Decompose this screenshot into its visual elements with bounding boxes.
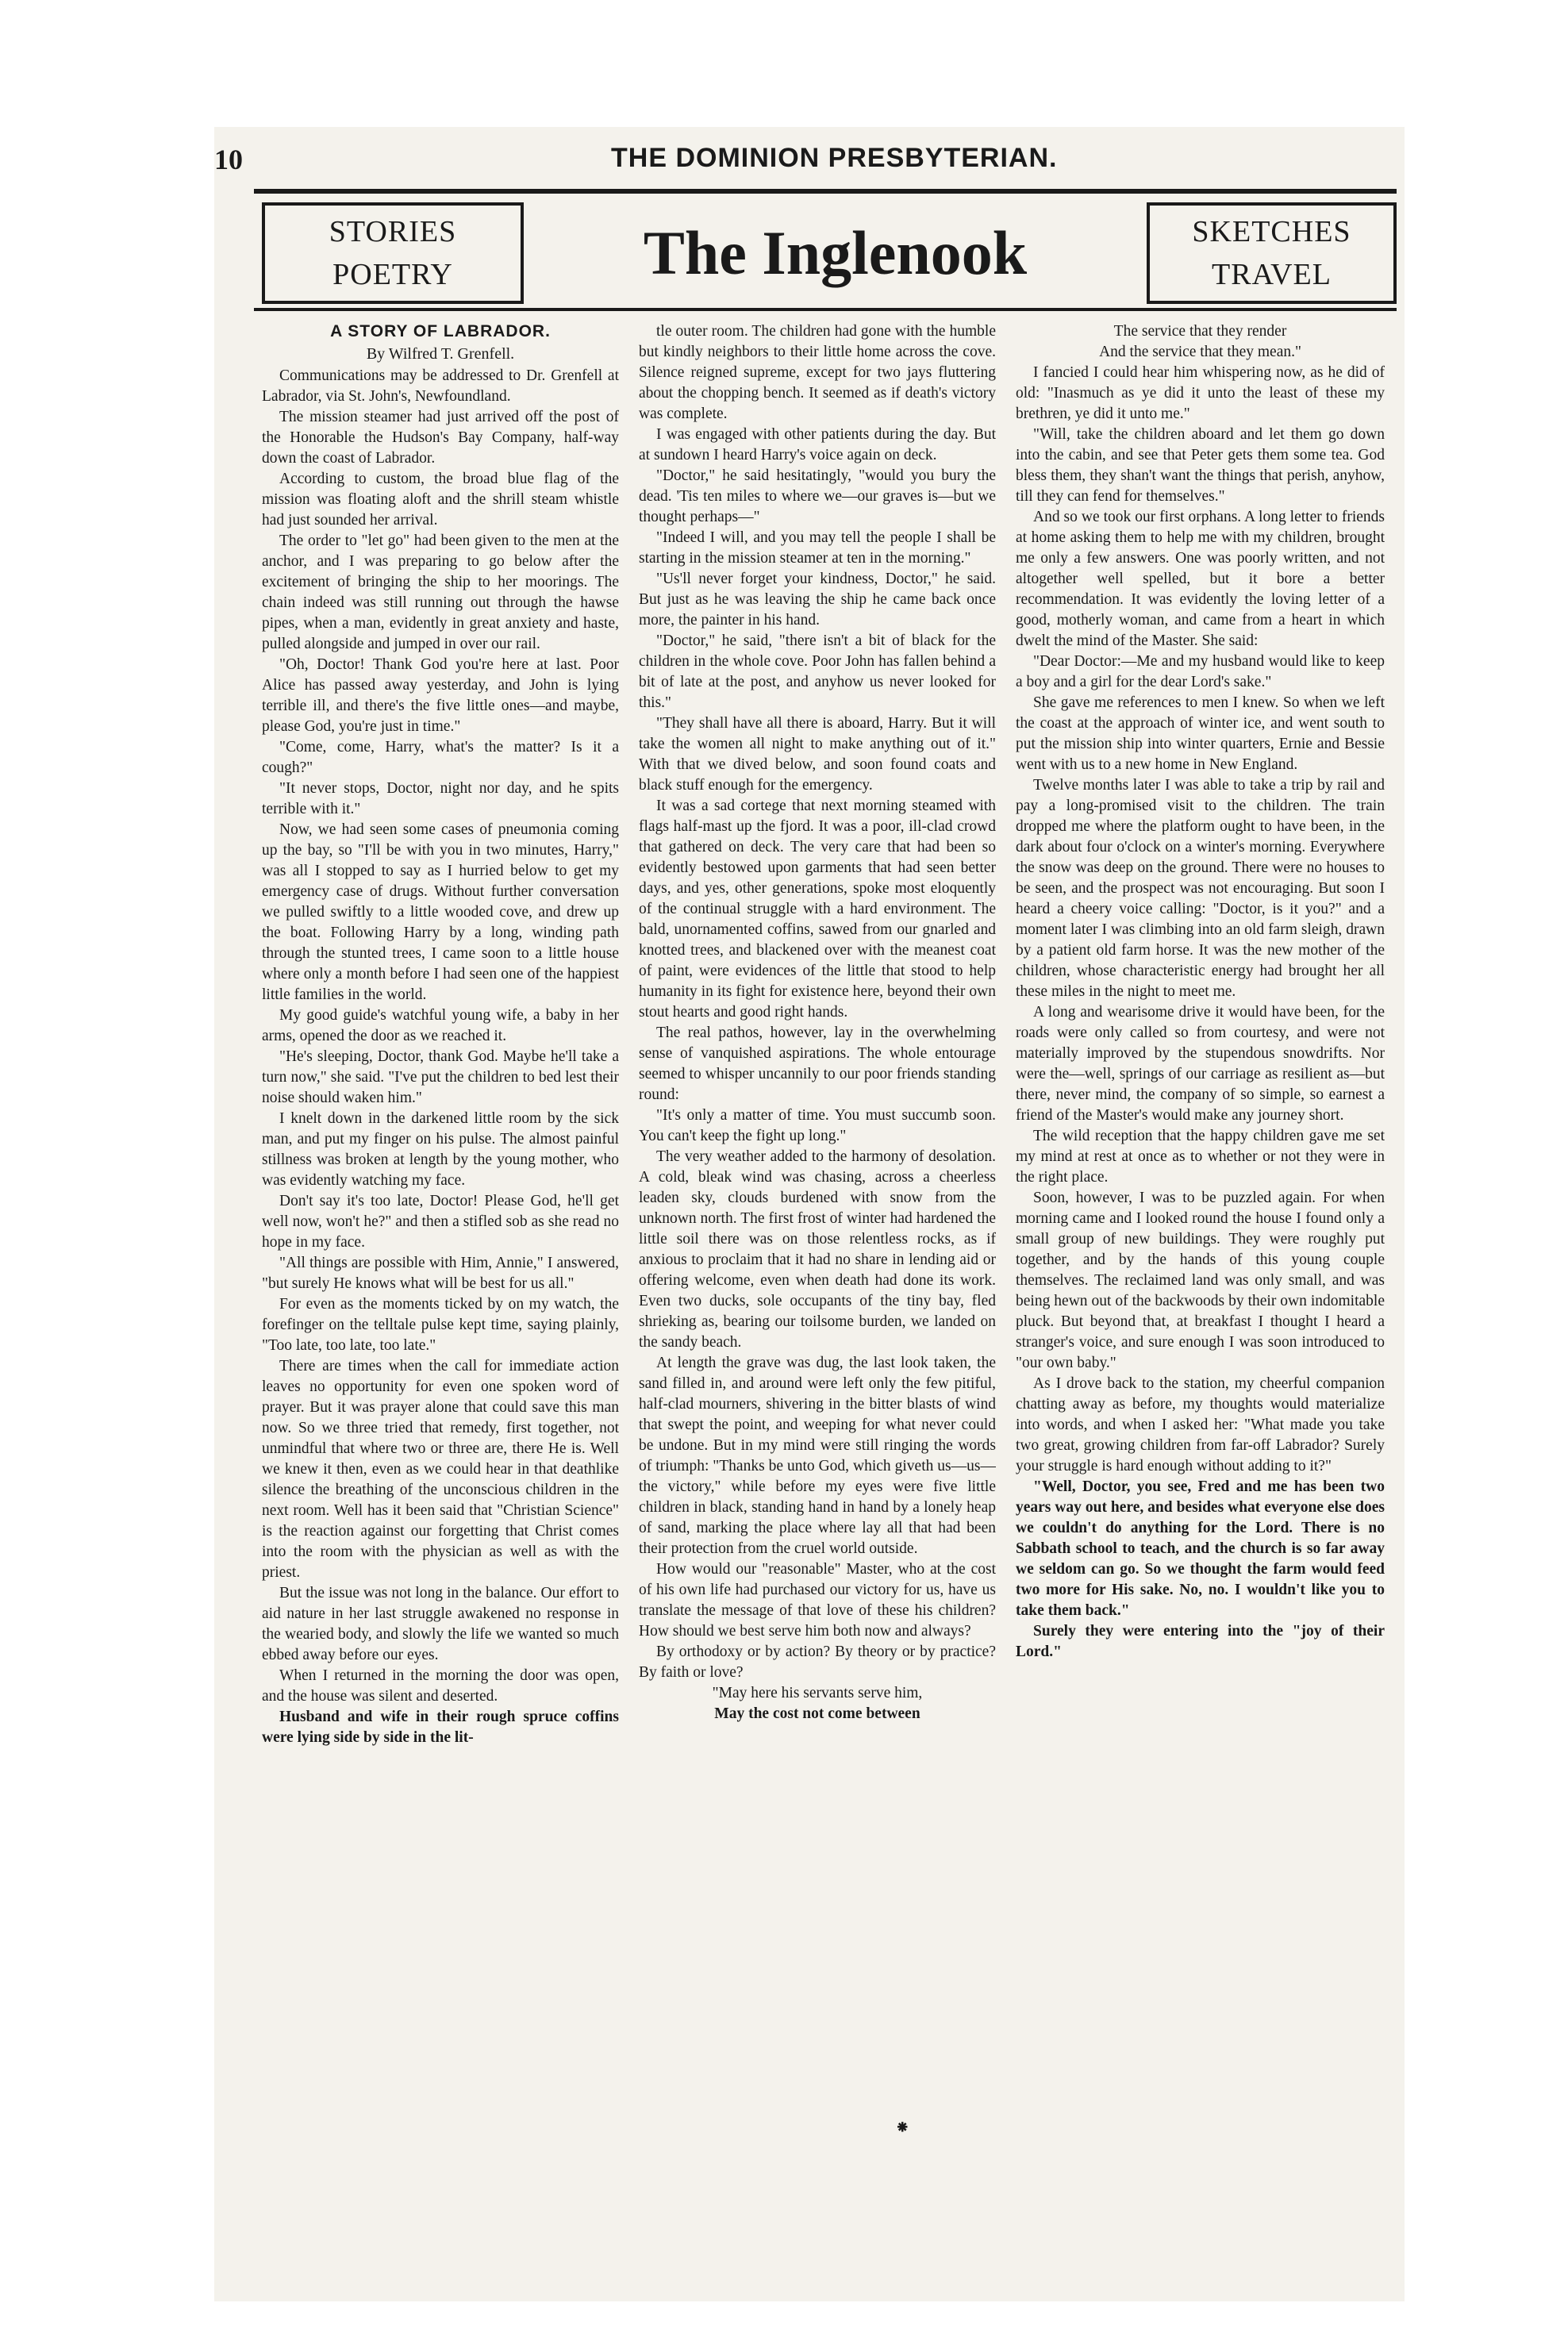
paragraph: Now, we had seen some cases of pneumonia coming up the bay, so "I'll be with you in two minutes, Harry," was all I stopped to say as I hurried below to get my emergency case of drugs. Without further conversation we pulled swiftly to a little wooded cove, and drew up the boat. Following Harry by a long, winding path through the stunted trees, I came soon to a little house where only a month before I had seen one of the happiest little families in the world. [262,821,619,1003]
paragraph: "It never stops, Doctor, night nor day, and he spits terrible with it." [262,780,619,817]
paragraph: The order to "let go" had been given to the men at the anchor, and I was preparing to go below after the excitement of bringing the ship to her moorings. The chain indeed was still running out through the hawse pipes, when a man, evidently in great anxiety and haste, pulled alongside and jumped in over our rail. [262,532,619,652]
paragraph: Don't say it's too late, Doctor! Please God, he'll get well now, won't he?" and then a stifled sob as she read no hope in my face. [262,1193,619,1251]
section-label-stories: STORIES [329,215,457,248]
paragraph: When I returned in the morning the door was open, and the house was silent and deserted. [262,1667,619,1705]
paragraph: But the issue was not long in the balance. Our effort to aid nature in her last struggle awakened no response in the wearied body, and slowly the life we wanted so much ebbed away before our eyes. [262,1585,619,1663]
paragraph: How would our "reasonable" Master, who at the cost of his own life had purchased our victory for us, have us translate the message of that love of these his children? How should we best serve him both now and always? [639,1561,996,1640]
paragraph: "Will, take the children aboard and let them go down into the cabin, and see that Peter gets them some tea. God bless them, they shan't want the things that perish, anyhow, till they can fend for themselves." [1016,426,1385,505]
paragraph: By orthodoxy or by action? By theory or by practice? By faith or love? [639,1644,996,1681]
page-mark: ⁕ [895,2117,910,2137]
paragraph: "Us'll never forget your kindness, Doctor," he said. But just as he was leaving the ship he came back once more, the painter in his hand. [639,571,996,629]
section-box-right [1147,202,1397,304]
paragraph: "He's sleeping, Doctor, thank God. Maybe he'll take a turn now," she said. "I've put the children to bed lest their noise should waken him." [262,1048,619,1106]
paragraph: "Oh, Doctor! Thank God you're here at last. Poor Alice has passed away yesterday, and John is lying terrible ill, and there's the five little ones—and maybe, please God, you're just in time." [262,656,619,735]
paragraph: "Dear Doctor:—Me and my husband would like to keep a boy and a girl for the dear Lord's sake." [1016,653,1385,690]
paragraph: "They shall have all there is aboard, Harry. But it will take the women all night to make anything out of it." With that we dived below, and soon found coats and black stuff enough for the emergency. [639,715,996,794]
paragraph: Communications may be addressed to Dr. Grenfell at Labrador, via St. John's, Newfoundland. [262,367,619,405]
paragraph: At length the grave was dug, the last look taken, the sand filled in, and around were left only the few pitiful, half-clad mourners, shivering in the bitter blasts of wind that swept the point, and weeping for what never could be undone. But in my mind were still ringing the words of triumph: "Thanks be unto God, which giveth us—us—the victory," while before my eyes were five little children in black, standing hand in hand by a lonely heap of sand, marking the place where lay all that had been their protection from the cruel world outside. [639,1355,996,1557]
paragraph: It was a sad cortege that next morning steamed with flags half-mast up the fjord. It was a poor, ill-clad crowd that gathered on deck. The very care that had been so evidently bestowed upon garments that had seen better days, and yes, other generations, spoke most eloquently of the continual struggle with a hard environment. The bald, unornamented coffins, sawed from our gnarled and knotted trees, and blackened over with the meanest coat of paint, were evidences of the little that stood to help humanity in its fight for existence here, beyond their own stout hearts and good right hands. [639,798,996,1021]
column-1-body [262,366,619,1707]
section-label-poetry: POETRY [332,258,453,291]
paragraph: tle outer room. The children had gone with the humble but kindly neighbors to their little home across the cove. Silence reigned supreme, except for two jays fluttering about the chopping bench. It seemed as if death's victory was complete. [639,323,996,422]
section-label-travel: TRAVEL [1212,258,1332,291]
paragraph: "Indeed I will, and you may tell the people I shall be starting in the mission steamer at ten in the morning." [639,529,996,567]
paragraph: And so we took our first orphans. A long letter to friends at home asking them to help me with my children, brought me only a few answers. One was poorly written, and not altogether well spelled, but it bore a better recommendation. It was evidently the loving letter of a good, motherly woman, and came from a heart in which dwelt the mind of the Master. She said: [1016,509,1385,649]
header-rule [254,189,1397,194]
paragraph: As I drove back to the station, my cheerful companion chatting away as before, my thoughts would materialize into words, and when I asked her: "What made you take two great, growing children from far-off Labrador? Surely your struggle is hard enough without adding to it?" [1016,1375,1385,1474]
paragraph: She gave me references to men I knew. So when we left the coast at the approach of winter ice, and went south to put the mission ship into winter quarters, Ernie and Bessie went with us to a new home in New England. [1016,694,1385,773]
paragraph: For even as the moments ticked by on my watch, the forefinger on the telltale pulse kept time, saying plainly, "Too late, too late, too late." [262,1296,619,1354]
verse-line: "May here his servants serve him, [712,1685,923,1701]
column-3-body [1016,363,1385,1477]
section-label-sketches: SKETCHES [1192,215,1351,248]
paragraph: A long and wearisome drive it would have been, for the roads were only called so from courtesy, and were not materially improved by the stupendous snowdrifts. Nor were the—well, springs of our carriage as resilient as—but there, never mind, the company of so simple, so earnest a friend of the Master's would make any journey short. [1016,1004,1385,1124]
story-title: A STORY OF LABRADOR. [330,322,551,340]
paragraph: "Doctor," he said hesitatingly, "would you bury the dead. 'Tis ten miles to where we—our graves is—but we thought perhaps—" [639,467,996,525]
paragraph: I knelt down in the darkened little room by the sick man, and put my finger on his pulse. The almost painful stillness was broken at length by the young mother, who was evidently watching my face. [262,1110,619,1189]
story-byline: By Wilfred T. Grenfell. [366,345,515,363]
page-number: 10 [214,144,243,175]
verse-line: The service that they render [1113,323,1287,340]
paragraph: "Come, come, Harry, what's the matter? Is it a cough?" [262,739,619,776]
paragraph: Twelve months later I was able to take a trip by rail and pay a long-promised visit to the children. The train dropped me where the platform ought to have been, in the dark about four o'clock on a winter's morning. Everywhere the snow was deep on the ground. There were no houses to be seen, and the prospect was not encouraging. But soon I heard a cheery voice calling: "Doctor, is it you?" and a moment later I was climbing into an old farm sleigh, drawn by a patient old farm horse. It was the new mother of the children, whose characteristic energy had brought her all these miles in the night to meet me. [1016,777,1385,1000]
paragraph: The wild reception that the happy children gave me set my mind at rest at once as to whether or not they were in the right place. [1016,1128,1385,1186]
paragraph: I was engaged with other patients during the day. But at sundown I heard Harry's voice again on deck. [639,426,996,463]
paragraph: The real pathos, however, lay in the overwhelming sense of vanquished aspirations. The whole entourage seemed to whisper uncannily to our poor friends standing round: [639,1025,996,1103]
paragraph: I fancied I could hear him whispering now, as he did of old: "Inasmuch as ye did it unto the least of these my brethren, ye did it unto me." [1016,364,1385,422]
paragraph: "Doctor," he said, "there isn't a bit of black for the children in the whole cove. Poor John has fallen behind a bit of late at the post, and anyhow us never looked for this." [639,632,996,711]
paragraph: My good guide's watchful young wife, a baby in her arms, opened the door as we reached it. [262,1007,619,1044]
paragraph: The mission steamer had just arrived off the post of the Honorable the Hudson's Bay Company, half-way down the coast of Labrador. [262,409,619,467]
running-head: THE DOMINION PRESBYTERIAN. [611,143,1058,173]
paragraph: Soon, however, I was to be puzzled again. For when morning came and I looked round the house I found only a small group of new buildings. They were roughly put together, and by the hands of this young couple themselves. The reclaimed land was only small, and was being hewn out of the backwoods by their own indomitable pluck. But beyond that, at breakfast I thought I heard a stranger's voice, and sure enough I was soon introduced to "our own baby." [1016,1190,1385,1371]
column-2-body [639,321,996,1683]
text-column-1 [262,321,619,2123]
paragraph: "Well, Doctor, you see, Fred and me has been two years way out here, and besides what everyone else does we couldn't do anything for the Lord. There is no Sabbath school to teach, and the church is so far away we seldom can go. So we thought the farm would feed two more for His sake. No, no. I wouldn't like you to take them back." [1016,1478,1385,1619]
paragraph: Surely they were entering into the "joy of their Lord." [1016,1623,1385,1660]
paragraph: "It's only a matter of time. You must succumb soon. You can't keep the fight up long." [639,1107,996,1144]
paragraph: There are times when the call for immediate action leaves no opportunity for even one spoken word of prayer. But it was prayer alone that could save this man now. So we three tried that remedy, first together, not unmindful that where two or three are, there He is. Well we knew it then, even as we could hear in that deathlike silence the breathing of the unconscious children in the next room. Well has it been said that "Christian Science" is the reaction against our forgetting that Christ comes into the room with the physician as well as with the priest. [262,1358,619,1581]
section-box-left [262,202,524,304]
paragraph: The very weather added to the harmony of desolation. A cold, bleak wind was chasing, across a cheerless leaden sky, clouds burdened with snow from the unknown north. The first frost of winter had hardened the little soil there was on those relentless rocks, as if anxious to proclaim that it had no share in lending aid or offering welcome, even when death had done its work. Even two ducks, sole occupants of the tiny bay, fled shrieking as, bearing our toilsome burden, we landed on the sandy beach. [639,1148,996,1351]
verse-line: May the cost not come between [714,1705,920,1722]
paragraph: "All things are possible with Him, Annie," I answered, "but surely He knows what will be best for us all." [262,1255,619,1292]
text-column-2 [639,321,996,2123]
banner-rule [254,308,1397,311]
paragraph: According to custom, the broad blue flag of the mission was floating aloft and the shrill steam whistle had just sounded her arrival. [262,471,619,529]
paragraph: Husband and wife in their rough spruce coffins were lying side by side in the lit- [262,1709,619,1746]
text-column-3 [1016,321,1385,2123]
section-title: The Inglenook [643,218,1028,287]
verse-line: And the service that they mean." [1099,344,1301,360]
